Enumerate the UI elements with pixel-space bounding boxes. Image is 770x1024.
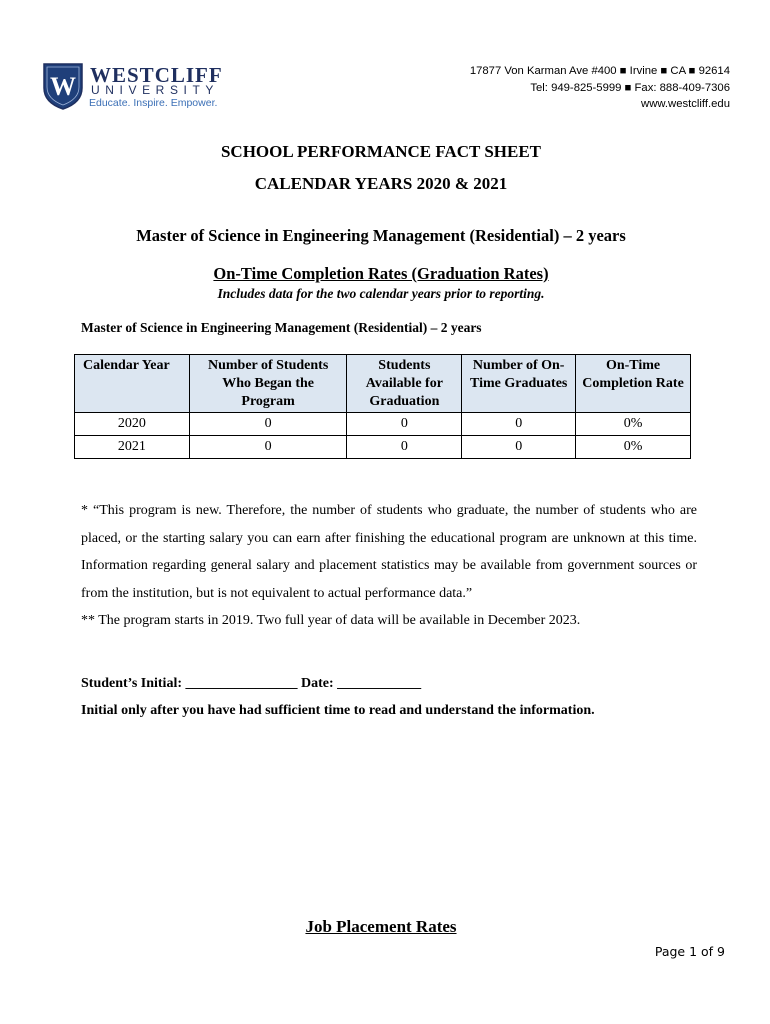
student-initial-field[interactable]: Student’s Initial: ________________ Date: ____________ — [81, 676, 422, 691]
cell-graduates: 0 — [462, 436, 576, 459]
table-caption: Master of Science in Engineering Management (Residential) – 2 years — [81, 320, 482, 335]
svg-text:W: W — [50, 72, 76, 101]
phone-line: Tel: 949-825-5999 ■ Fax: 888-409-7306 — [530, 81, 730, 94]
contact-block — [470, 63, 730, 113]
program-start-note: ** The program starts in 2019. Two full year of data will be available in December 2023. — [81, 613, 581, 628]
section-subtitle: Includes data for the two calendar years prior to reporting. — [217, 286, 545, 301]
logo-subtitle: UNIVERSITY — [91, 83, 220, 97]
notes-block — [81, 497, 697, 635]
university-logo — [42, 62, 232, 110]
cell-year: 2020 — [75, 413, 190, 436]
program-title: Master of Science in Engineering Management (Residential) – 2 years — [136, 226, 626, 245]
address-line: 17877 Von Karman Ave #400 ■ Irvine ■ CA ■ 92614 — [469, 65, 730, 77]
cell-rate: 0% — [576, 436, 691, 459]
disclaimer-note: * “This program is new. Therefore, the number of students who graduate, the number of students who are placed, or the starting salary you can earn after finishing the educational program are unknown at this time. Information regarding general salary and placement statistics may be available from government sources or from the institution, but is not equivalent to actual performance data.” — [81, 503, 697, 601]
cell-rate: 0% — [576, 413, 691, 436]
page-number: Page 1 of 9 — [654, 944, 725, 959]
section-title: On-Time Completion Rates (Graduation Rates) — [213, 264, 549, 283]
table-header-row — [75, 355, 691, 413]
table-row — [75, 413, 691, 436]
cell-began: 0 — [189, 413, 347, 436]
cell-graduates: 0 — [462, 413, 576, 436]
document-subtitle: CALENDAR YEARS 2020 & 2021 — [254, 174, 508, 193]
cell-began: 0 — [189, 436, 347, 459]
cell-year: 2021 — [75, 436, 190, 459]
header-calendar-year: Calendar Year — [75, 355, 190, 413]
initial-instruction: Initial only after you have had sufficient time to read and understand the information. — [81, 703, 595, 718]
table-row — [75, 436, 691, 459]
header-students-began: Number of Students Who Began the Program — [189, 355, 347, 413]
header-students-available: Students Available for Graduation — [347, 355, 462, 413]
header-completion-rate: On-Time Completion Rate — [576, 355, 691, 413]
completion-rates-table — [74, 354, 691, 459]
website-link[interactable]: www.westcliff.edu — [641, 98, 730, 110]
job-placement-title: Job Placement Rates — [305, 917, 457, 936]
document-title: SCHOOL PERFORMANCE FACT SHEET — [220, 142, 542, 161]
cell-available: 0 — [347, 436, 462, 459]
shield-logo-icon — [42, 62, 84, 110]
logo-name: WESTCLIFF — [90, 63, 223, 87]
logo-tagline: Educate. Inspire. Empower. — [89, 97, 218, 109]
header-on-time-graduates: Number of On-Time Graduates — [462, 355, 576, 413]
cell-available: 0 — [347, 413, 462, 436]
